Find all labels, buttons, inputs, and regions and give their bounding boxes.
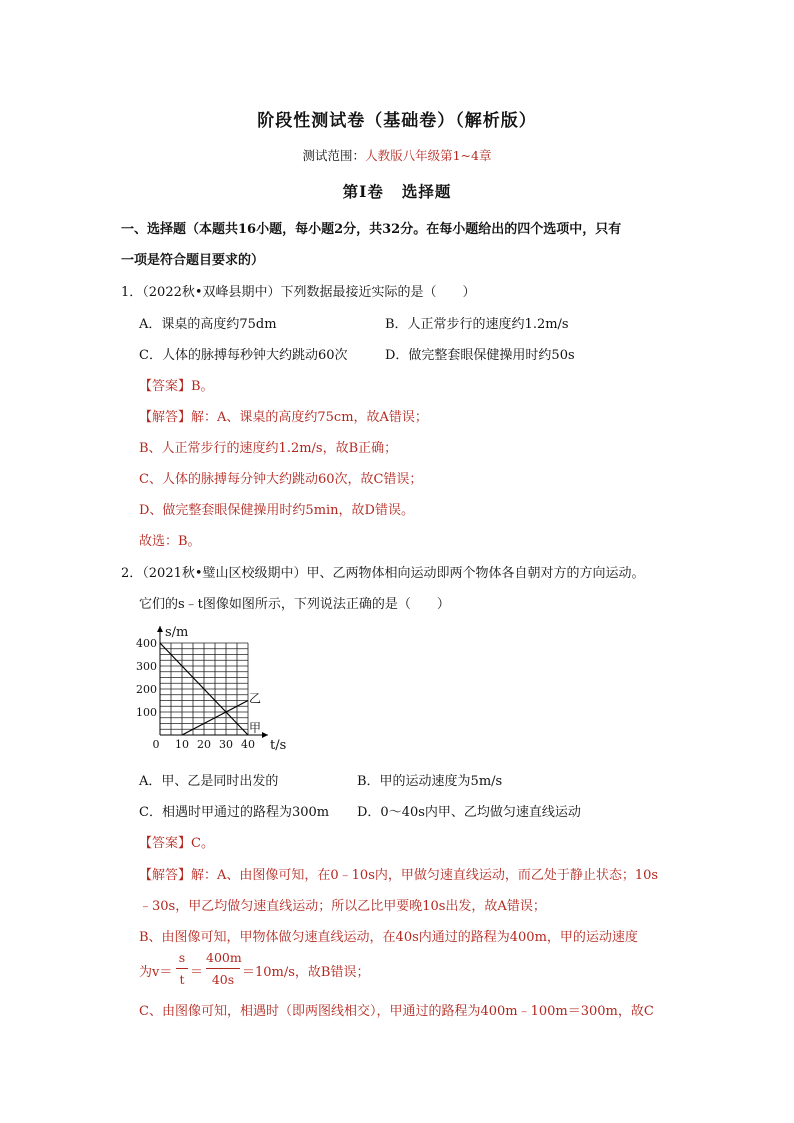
formula-suffix: ＝10m/s，故B错误；	[242, 965, 370, 980]
q1-option-c: C．人体的脉搏每秒钟大约跳动60次	[139, 348, 348, 363]
x-tick-label: 20	[197, 738, 211, 751]
q2-analysis-line: B、由图像可知，甲物体做匀速直线运动，在40s内通过的路程为400m，甲的运动速度	[139, 930, 638, 945]
section-instructions-line2: 一项是符合题目要求的）	[121, 253, 265, 268]
q1-analysis-line: C、人体的脉搏每分钟大约跳动60次，故C错误；	[139, 472, 423, 487]
q1-analysis-line: B、人正常步行的速度约1.2m/s，故B正确；	[139, 441, 398, 456]
test-scope-label: 测试范围：	[302, 148, 366, 163]
fraction-bar	[176, 968, 188, 969]
y-tick-label: 300	[136, 660, 157, 673]
q2-analysis-line: C、由图像可知，相遇时（即两图线相交），甲通过的路程为400m﹣100m＝300m，故C	[139, 1004, 654, 1019]
series-label: 甲	[249, 721, 262, 735]
section-instructions-line1: 一、选择题（本题共16小题，每小题2分，共32分。在每小题给出的四个选项中，只有	[121, 222, 622, 237]
y-tick-label: 400	[136, 637, 157, 650]
q1-option-a: A．课桌的高度约75dm	[139, 317, 277, 332]
y-axis-arrow-icon	[157, 626, 163, 632]
y-tick-label: 200	[136, 683, 157, 696]
q2-option-d: D．0～40s内甲、乙均做匀速直线运动	[357, 805, 581, 820]
test-scope	[0, 146, 794, 164]
x-tick-label: 40	[241, 738, 255, 751]
q2-answer: 【答案】C。	[139, 836, 214, 851]
q1-analysis-line: 【解答】解：A、课桌的高度约75cm，故A错误；	[139, 410, 428, 425]
q2-option-a: A．甲、乙是同时出发的	[139, 774, 279, 789]
x-tick-label: 10	[175, 738, 189, 751]
formula-denominator-t: t	[179, 972, 185, 987]
q1-analysis-line: D、做完整套眼保健操用时约5min，故D错误。	[139, 503, 414, 518]
s-t-graph	[128, 620, 288, 755]
part-type: 选择题	[401, 182, 452, 201]
y-tick-label: 100	[136, 706, 157, 719]
q2-option-c: C．相遇时甲通过的路程为300m	[139, 805, 330, 820]
q2-analysis-line: 【解答】解：A、由图像可知，在0﹣10s内，甲做匀速直线运动，而乙处于静止状态；10s	[139, 868, 659, 883]
page-title: 阶段性测试卷（基础卷）（解析版）	[257, 111, 537, 131]
formula-numerator-s: s	[178, 950, 186, 965]
formula-equals: ＝	[190, 965, 204, 980]
q2-stem-line2: 它们的s﹣t图像如图所示，下列说法正确的是（ ）	[139, 597, 450, 612]
x-tick-label: 0	[152, 738, 160, 751]
test-scope-value: 人教版八年级第1~4章	[365, 148, 492, 163]
q1-option-d: D．做完整套眼保健操用时约50s	[385, 348, 575, 363]
fraction-bar	[206, 968, 240, 969]
formula-denominator-time: 40s	[211, 972, 235, 987]
x-tick-label: 30	[219, 738, 233, 751]
formula-prefix: 为v＝	[139, 965, 173, 980]
q2-stem-line1: 2．（2021秋•璧山区校级期中）甲、乙两物体相向运动即两个物体各自朝对方的方向运动。	[121, 566, 645, 581]
q2-option-b: B．甲的运动速度为5m/s	[357, 774, 503, 789]
formula-numerator-distance: 400m	[206, 950, 242, 965]
x-axis-label: t/s	[270, 738, 287, 753]
q1-analysis-line: 故选：B。	[139, 534, 201, 549]
y-axis-label: s/m	[165, 625, 189, 640]
q1-option-b: B．人正常步行的速度约1.2m/s	[385, 317, 569, 332]
q1-answer: 【答案】B。	[139, 379, 214, 394]
q2-analysis-line: ﹣30s，甲乙均做匀速直线运动；所以乙比甲要晚10s出发，故A错误；	[139, 899, 546, 914]
part-heading	[0, 180, 794, 202]
x-axis-arrow-icon	[262, 732, 268, 738]
series-label: 乙	[249, 691, 262, 706]
part-number: 第Ⅰ卷	[342, 182, 384, 201]
q1-stem: 1．（2022秋•双峰县期中）下列数据最接近实际的是（ ）	[121, 285, 476, 300]
